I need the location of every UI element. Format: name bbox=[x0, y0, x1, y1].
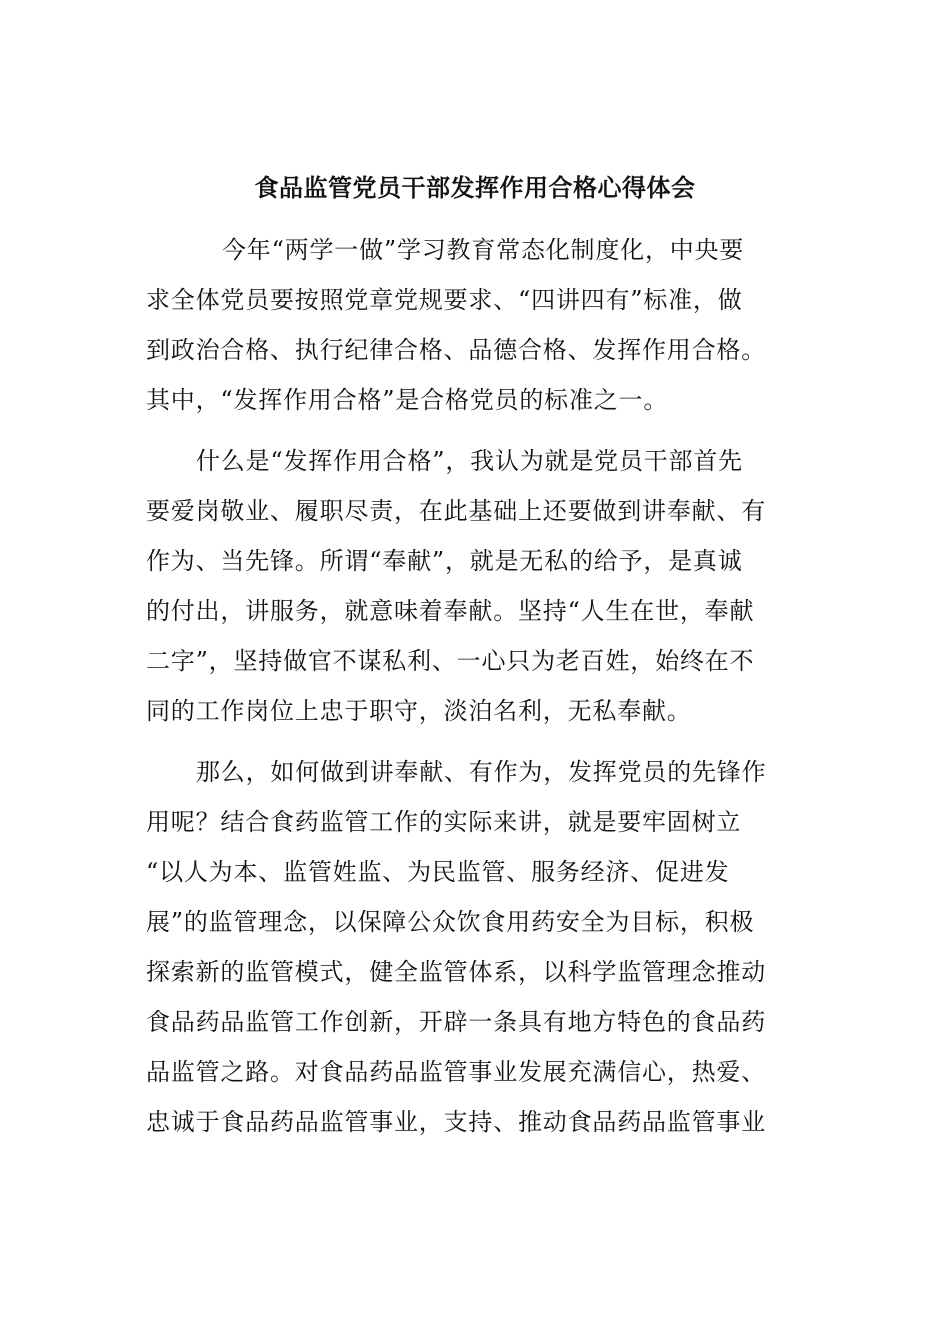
paragraph-1 bbox=[146, 225, 782, 425]
paragraph-line: 食品药品监管工作创新，开辟一条具有地方特色的食品药 bbox=[146, 1008, 766, 1036]
paragraph-line: 展”的监管理念，以保障公众饮食用药安全为目标，积极 bbox=[146, 908, 755, 936]
paragraph-2 bbox=[146, 436, 782, 736]
paragraph-line: 同的工作岗位上忠于职守，淡泊名利，无私奉献。 bbox=[146, 697, 692, 725]
document-title: 食品监管党员干部发挥作用合格心得体会 bbox=[254, 174, 696, 202]
paragraph-line: 那么，如何做到讲奉献、有作为，发挥党员的先锋作 bbox=[196, 758, 767, 786]
paragraph-line: 的付出，讲服务，就意味着奉献。坚持“人生在世，奉献 bbox=[146, 597, 755, 625]
paragraph-line: 到政治合格、执行纪律合格、品德合格、发挥作用合格。 bbox=[146, 336, 766, 364]
paragraph-line: 其中，“发挥作用合格”是合格党员的标准之一。 bbox=[146, 386, 669, 414]
paragraph-line: 忠诚于食品药品监管事业，支持、推动食品药品监管事业 bbox=[146, 1108, 766, 1136]
paragraph-line: 求全体党员要按照党章党规要求、“四讲四有”标准，做 bbox=[146, 286, 743, 314]
paragraph-line: 要爱岗敬业、履职尽责，在此基础上还要做到讲奉献、有 bbox=[146, 497, 766, 525]
paragraph-line: 品监管之路。对食品药品监管事业发展充满信心，热爱、 bbox=[146, 1058, 766, 1086]
paragraph-3 bbox=[146, 747, 782, 1147]
paragraph-line: 用呢？结合食药监管工作的实际来讲，就是要牢固树立 bbox=[146, 808, 742, 836]
paragraph-line: 什么是“发挥作用合格”，我认为就是党员干部首先 bbox=[196, 447, 743, 475]
paragraph-line: “以人为本、监管姓监、为民监管、服务经济、促进发 bbox=[146, 858, 730, 886]
paragraph-line: 作为、当先锋。所谓“奉献”，就是无私的给予，是真诚 bbox=[146, 547, 743, 575]
paragraph-line: 二字”，坚持做官不谋私利、一心只为老百姓，始终在不 bbox=[146, 647, 755, 675]
paragraph-line: 今年“两学一做”学习教育常态化制度化，中央要 bbox=[222, 236, 745, 264]
paragraph-line: 探索新的监管模式，健全监管体系，以科学监管理念推动 bbox=[146, 958, 766, 986]
